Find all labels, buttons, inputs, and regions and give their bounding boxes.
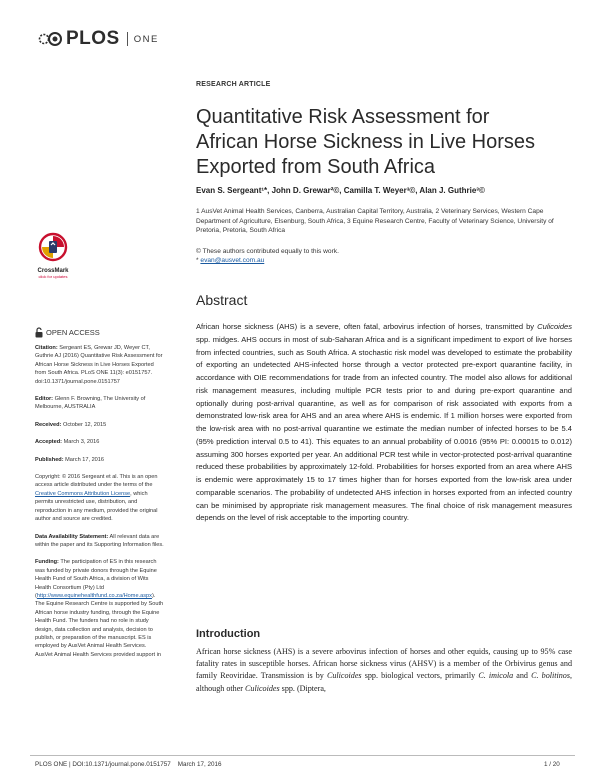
logo-divider bbox=[127, 32, 128, 46]
published-label: Published: bbox=[35, 456, 64, 463]
intro-text-1: African horse sickness (AHS) is a severe arbovirus infection of horses and other equids, causing up to 95% case fatality rates in susceptible horses. African horse sickness virus (AHSV) is a member of the Orbivirus genus and family Reoviridae. Transmission is by bbox=[196, 647, 572, 681]
article-info-sidebar bbox=[35, 344, 165, 668]
crossmark-sublabel: click for updates bbox=[38, 274, 68, 279]
footer-citation: PLOS ONE | DOI:10.1371/journal.pone.0151757 March 17, 2016 bbox=[35, 761, 222, 768]
funding-block bbox=[35, 558, 165, 659]
funding-text: The participation of ES in this research was funded by private donors through the Equine Health Fund of South Africa, a division of Wits Health Consortium (Pty) Ltd ( bbox=[35, 559, 157, 599]
received-label: Received: bbox=[35, 421, 62, 428]
page-number: 1 / 20 bbox=[544, 761, 560, 768]
intro-text-2: spp. biological vectors, primarily bbox=[361, 671, 479, 681]
intro-italic-3: C. bolitinos bbox=[531, 671, 570, 681]
license-link[interactable]: Creative Commons Attribution License bbox=[35, 490, 131, 497]
citation-block bbox=[35, 344, 165, 386]
article-title: Quantitative Risk Assessment for African Horse Sickness in Live Horses Exported from South Africa bbox=[196, 106, 536, 178]
received-block bbox=[35, 421, 165, 429]
data-availability-text: All relevant data are within the paper and its Supporting Information files. bbox=[35, 533, 164, 548]
funding-link[interactable]: http://www.equinehealthfund.co.za/Home.aspx bbox=[36, 592, 152, 599]
received-date: October 12, 2015 bbox=[61, 421, 107, 428]
affiliations: 1 AusVet Animal Health Services, Canberra, Australian Capital Territory, Australia, 2 Veterinary Services, Western Cape Department of Agriculture, Elsenburg, South Africa, 3 Equine Research Centre, Faculty of Veterinary Science, University of Pretoria, Pretoria, South Africa bbox=[196, 208, 554, 235]
introduction-heading: Introduction bbox=[196, 628, 261, 640]
editor-text: Glenn F. Browning, The University of Melbourne, AUSTRALIA bbox=[35, 396, 146, 411]
open-access-lock-icon bbox=[35, 327, 43, 338]
intro-text-3: and bbox=[513, 671, 532, 681]
corresponding-email bbox=[196, 257, 264, 264]
accepted-label: Accepted: bbox=[35, 439, 63, 446]
email-link[interactable]: evan@ausvet.com.au bbox=[200, 257, 265, 264]
citation-label: Citation: bbox=[35, 345, 58, 351]
abstract-genus: Culicoides bbox=[537, 322, 572, 331]
citation-text: Sergeant ES, Grewar JD, Weyer CT, Guthrie AJ (2016) Quantitative Risk Assessment for African Horse Sickness in Live Horses Exported from South Africa. PLoS ONE 11(3): e0151757. doi:10.1371/journal.pone.0151757 bbox=[35, 345, 163, 385]
intro-italic-2: C. imicola bbox=[478, 671, 514, 681]
author-list: Evan S. Sergeant¹*, John D. Grewar²©, Camilla T. Weyer³©, Alan J. Guthrie³© bbox=[196, 186, 485, 195]
funding-label: Funding: bbox=[35, 559, 59, 566]
journal-name: ONE bbox=[133, 33, 159, 45]
intro-text-5: spp. (Diptera, bbox=[279, 683, 326, 693]
plos-logo-icon bbox=[38, 29, 64, 49]
crossmark-label: CrossMark bbox=[37, 268, 69, 274]
plos-one-logo[interactable] bbox=[38, 29, 159, 49]
data-availability-block bbox=[35, 533, 165, 550]
introduction-body bbox=[196, 646, 572, 695]
crossmark-icon bbox=[38, 232, 68, 262]
funding-text-end: ). The Equine Research Centre is supported by South African horse industry funding, through the Equine Health Fund. The funders had no role in study design, data collection and analysis, decision to publish, or preparation of the manuscript. ES is employed by AusVet Animal Health Services. AusVet Animal Health Services provided support in bbox=[35, 592, 164, 658]
published-date: March 17, 2016 bbox=[63, 456, 105, 463]
editor-block bbox=[35, 395, 165, 412]
abstract-text-1: African horse sickness (AHS) is a severe, often fatal, arbovirus infection of horses, transmitted by bbox=[196, 322, 538, 331]
footer-divider bbox=[30, 755, 575, 756]
editor-label: Editor: bbox=[35, 396, 54, 403]
abstract-text-2: spp. midges. AHS occurs in most of sub-Saharan Africa and is a significant impediment to export of live horses from infected countries, such as South Africa. A stochastic risk model was developed to estimate the probability of exporting an undetected AHS-infected horse through a vector protected pre-export quarantine facility, in accordance with OIE recommendations for trade from an infected country. The model also allows for additional risk management measures, including multiple PCR tests prior to and during pre-export quarantine and optionally during post-arrival quarantine, as well as for comparison of risk associated with exports from a demonstrated low-risk area for AHS and an area where AHS is endemic. If 1 million horses were exported from the low-risk area with no post-arrival quarantine we estimate the median number of infected horses to be 5.4 (95% prediction interval 0.5 to 41). This equates to an annual probability of 0.0016 (95% PI: 0.00015 to 0.012) assuming 300 horses exported per year. An additional PCR test while in vector-protected post-arrival quarantine reduced these probabilities by approximately 12-fold. Probabilities for horses exported from an area where AHS is endemic were approximately 15 to 17 times higher than for horses exported from the low-risk area under comparable scenarios. The probability of undetected AHS infection in horses exported from an infected country can be minimised by appropriate risk management measures. The final choice of risk management measures depends on the level of risk acceptable to the importing country. bbox=[196, 334, 572, 523]
brand-name: PLOS bbox=[66, 28, 120, 49]
email-marker: * bbox=[196, 257, 201, 264]
data-availability-label: Data Availability Statement: bbox=[35, 533, 109, 540]
intro-text-4: , although other bbox=[196, 671, 573, 693]
copyright-text-end: , which permits unrestricted use, distribution, and reproduction in any medium, provided the original author and source are credited. bbox=[35, 490, 158, 523]
open-access-badge bbox=[35, 327, 100, 338]
accepted-block bbox=[35, 438, 165, 446]
copyright-text: Copyright: © 2016 Sergeant et al. This is an open access article distributed under the terms of the bbox=[35, 474, 158, 489]
accepted-date: March 3, 2016 bbox=[62, 439, 100, 446]
article-type: RESEARCH ARTICLE bbox=[196, 81, 271, 88]
crossmark-badge[interactable] bbox=[35, 232, 71, 279]
abstract-heading: Abstract bbox=[196, 292, 248, 308]
intro-italic-1: Culicoides bbox=[326, 671, 362, 681]
published-block bbox=[35, 456, 165, 464]
intro-italic-4: Culicoides bbox=[245, 683, 280, 693]
open-access-label: OPEN ACCESS bbox=[46, 328, 100, 337]
abstract-body bbox=[196, 321, 572, 525]
copyright-block bbox=[35, 473, 165, 523]
equal-contribution-note: © These authors contributed equally to this work. bbox=[196, 248, 339, 255]
